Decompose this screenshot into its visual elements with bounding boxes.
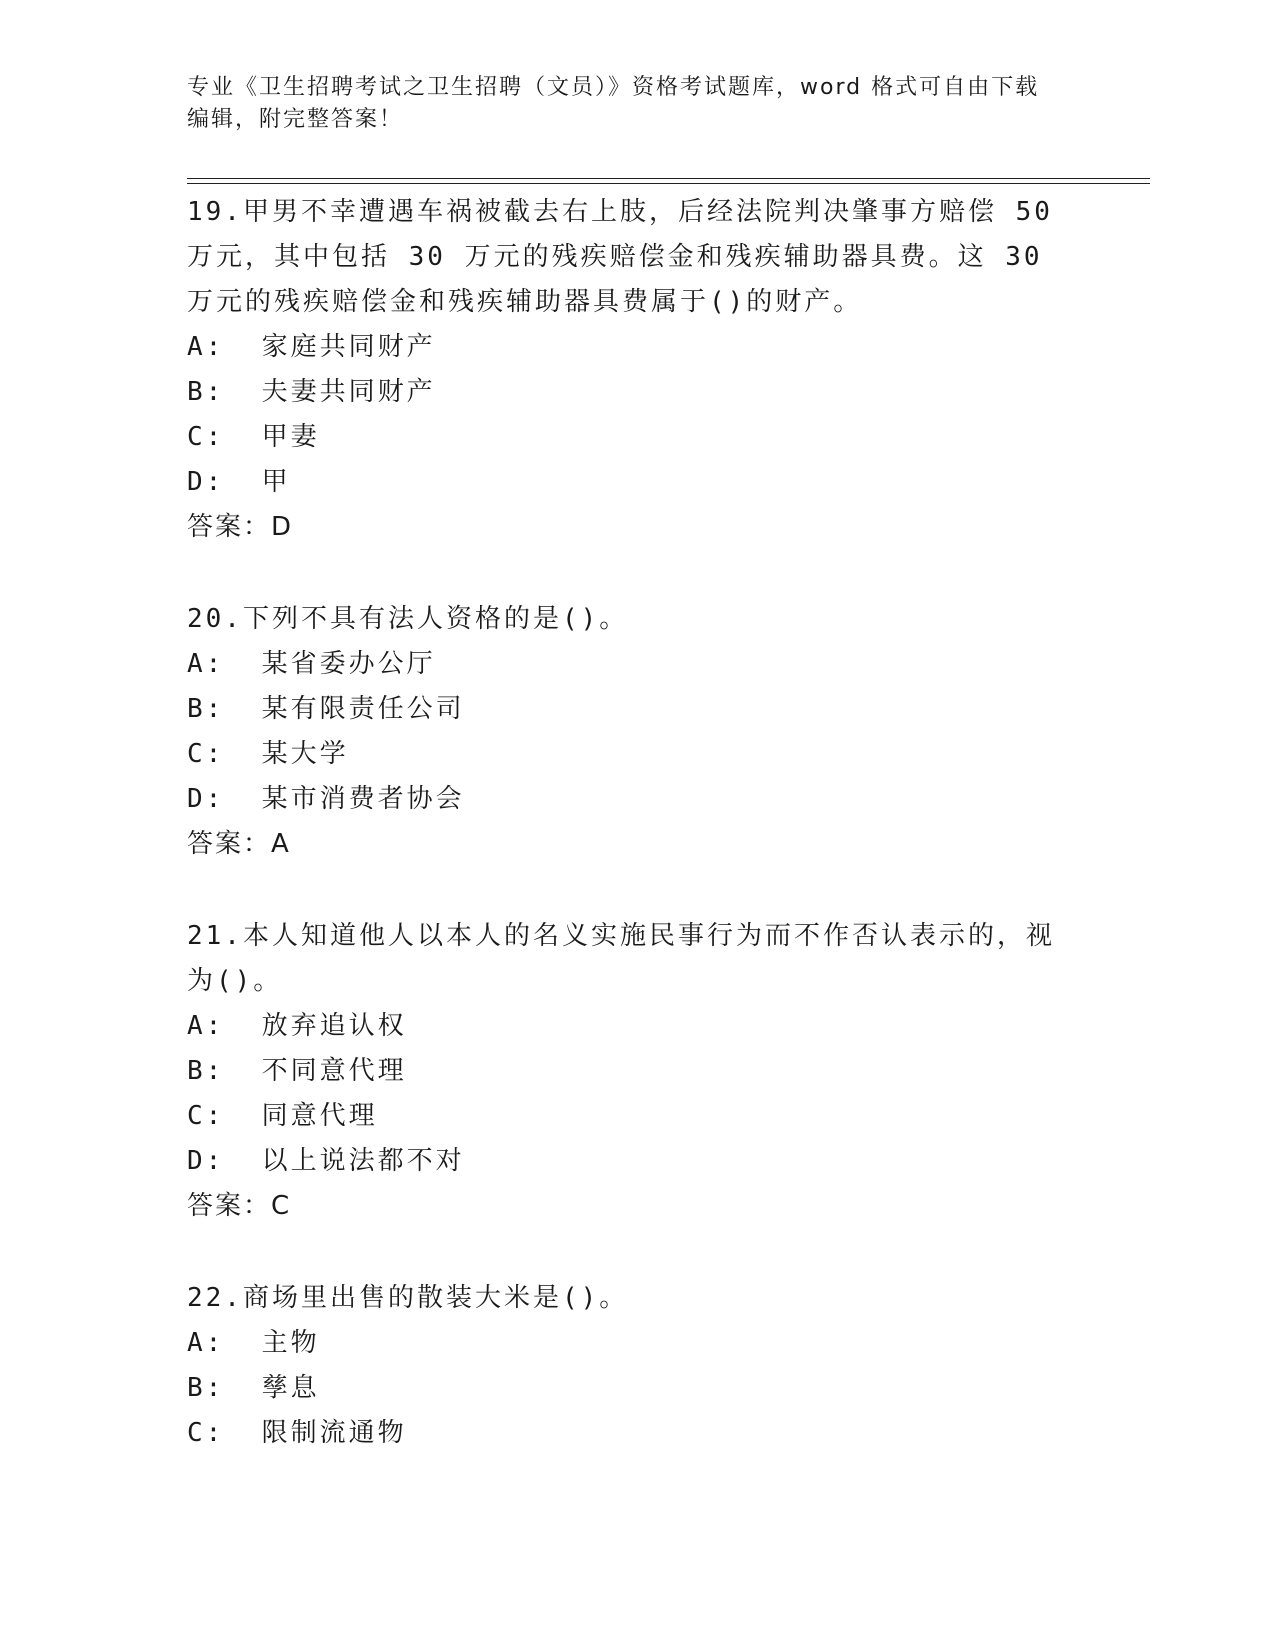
answer-line: 答案：C [187,1191,292,1221]
header-divider-top [187,178,1150,179]
answer-line: 答案：D [187,512,294,542]
question-text: 19.甲男不幸遭遇车祸被截去右上肢，后经法院判决肇事方赔偿 50 万元，其中包括 30 万元的残疾赔偿金和残疾辅助器具费。这 30 万元的残疾赔偿金和残疾辅助器具费属于()的财产。 [187,197,1053,317]
option-a: A: 某省委办公厅 [187,649,436,679]
header-intro-line-1: 专业《卫生招聘考试之卫生招聘（文员）》资格考试题库，word 格式可自由下载 [187,75,1040,100]
option-b: B: 孳息 [187,1373,320,1403]
option-a: A: 主物 [187,1328,320,1358]
option-c: C: 限制流通物 [187,1418,407,1448]
header-divider-bottom [187,183,1150,184]
option-b: B: 不同意代理 [187,1056,407,1086]
option-d: D: 某市消费者协会 [187,784,465,814]
header-intro-line-2: 编辑，附完整答案！ [187,107,404,132]
document-header [187,72,1067,136]
question-21 [187,914,1087,1229]
option-b: B: 某有限责任公司 [187,694,465,724]
question-text: 20.下列不具有法人资格的是()。 [187,604,629,634]
question-20 [187,597,1087,867]
option-c: C: 某大学 [187,739,349,769]
option-d: D: 以上说法都不对 [187,1146,465,1176]
option-a: A: 放弃追认权 [187,1011,407,1041]
question-text: 21.本人知道他人以本人的名义实施民事行为而不作否认表示的，视为()。 [187,921,1055,996]
question-22 [187,1276,1087,1456]
question-text: 22.商场里出售的散装大米是()。 [187,1283,629,1313]
option-c: C: 甲妻 [187,422,320,452]
answer-line: 答案：A [187,829,291,859]
question-19 [187,190,1087,550]
option-c: C: 同意代理 [187,1101,378,1131]
option-b: B: 夫妻共同财产 [187,377,436,407]
question-list [187,190,1087,1503]
option-a: A: 家庭共同财产 [187,332,436,362]
option-d: D: 甲 [187,467,291,497]
